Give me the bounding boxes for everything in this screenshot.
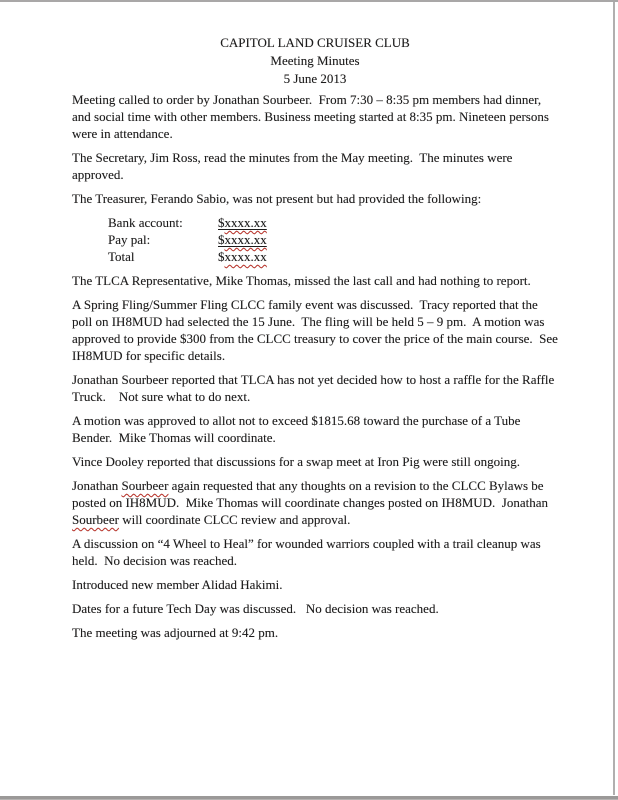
page-title: CAPITOL LAND CRUISER CLUB (220, 35, 410, 50)
paragraph-adjourned: The meeting was adjourned at 9:42 pm. (72, 625, 279, 640)
paragraph-secretary-report: The Secretary, Jim Ross, read the minutes from the May meeting. The minutes were approved. (72, 150, 516, 182)
spellcheck-flagged-word: Sourbeer (121, 478, 169, 493)
scan-edge-right (613, 2, 615, 795)
spellcheck-flagged-word: Sourbeer (72, 512, 119, 527)
document-date: 5 June 2013 (283, 71, 347, 86)
document-header (72, 34, 558, 88)
bylaws-text-segment: again requested that any thoughts on a revision to the CLCC Bylaws be posted on IH8MUD. Mike Thomas will coordinate changes posted on IH8MUD. Jonathan (72, 478, 552, 510)
bylaws-text-segment: will coordinate CLCC review and approval. (118, 512, 351, 527)
treasurer-row-label: Total (108, 249, 135, 264)
spellcheck-flagged-amount: xxxx.xx (224, 232, 267, 247)
treasurer-row-label: Pay pal: (108, 232, 151, 247)
paragraph-wheel-to-heal: A discussion on “4 Wheel to Heal” for wounded warriors coupled with a trail cleanup was held. No decision was reached. (72, 536, 544, 568)
treasurer-row-total (72, 248, 558, 265)
currency-symbol: $ (218, 232, 225, 247)
paragraph-tech-day: Dates for a future Tech Day was discussed. No decision was reached. (72, 601, 439, 616)
scan-edge-bottom (0, 795, 618, 800)
paragraph-spring-fling: A Spring Fling/Summer Fling CLCC family event was discussed. Tracy reported that the poll on IH8MUD had selected the 15 June. The fling will be held 5 – 9 pm. A motion was approved to provide $300 from the CLCC treasury to cover the price of the main course. See IH8MUD for specific details. (72, 297, 562, 363)
paragraph-bylaws (72, 477, 558, 528)
meeting-minutes-document (72, 34, 562, 648)
paragraph-called-to-order: Meeting called to order by Jonathan Sourbeer. From 7:30 – 8:35 pm members had dinner, and social time with other members. Business meeting started at 8:35 pm. Nineteen persons were in attendance. (72, 92, 553, 141)
treasurer-row-pay-pal (72, 231, 558, 248)
paragraph-tlca-report: The TLCA Representative, Mike Thomas, missed the last call and had nothing to report. (72, 273, 531, 288)
paragraph-swap-meet: Vince Dooley reported that discussions for a swap meet at Iron Pig were still ongoing. (72, 454, 520, 469)
paragraph-tube-bender: A motion was approved to allot not to exceed $1815.68 toward the purchase of a Tube Bender. Mike Thomas will coordinate. (72, 413, 524, 445)
scan-edge-top (0, 0, 618, 2)
treasurer-row-value (218, 231, 267, 248)
spellcheck-flagged-amount: xxxx.xx (224, 215, 267, 230)
currency-symbol: $ (218, 249, 225, 264)
treasurer-row-label: Bank account: (108, 215, 183, 230)
paragraph-new-member: Introduced new member Alidad Hakimi. (72, 577, 283, 592)
spellcheck-flagged-amount: xxxx.xx (224, 249, 267, 264)
treasurer-table (72, 214, 558, 265)
bylaws-text-segment: Jonathan (72, 478, 122, 493)
paragraph-raffle-truck: Jonathan Sourbeer reported that TLCA has not yet decided how to host a raffle for the Raffle Truck. Not sure what to do next. (72, 372, 558, 404)
treasurer-row-value (218, 214, 267, 231)
treasurer-row-bank-account (72, 214, 558, 231)
paragraph-treasurer-report: The Treasurer, Ferando Sabio, was not present but had provided the following: (72, 191, 482, 206)
document-subtitle: Meeting Minutes (270, 53, 360, 68)
currency-symbol: $ (218, 215, 225, 230)
treasurer-row-value (218, 248, 267, 265)
